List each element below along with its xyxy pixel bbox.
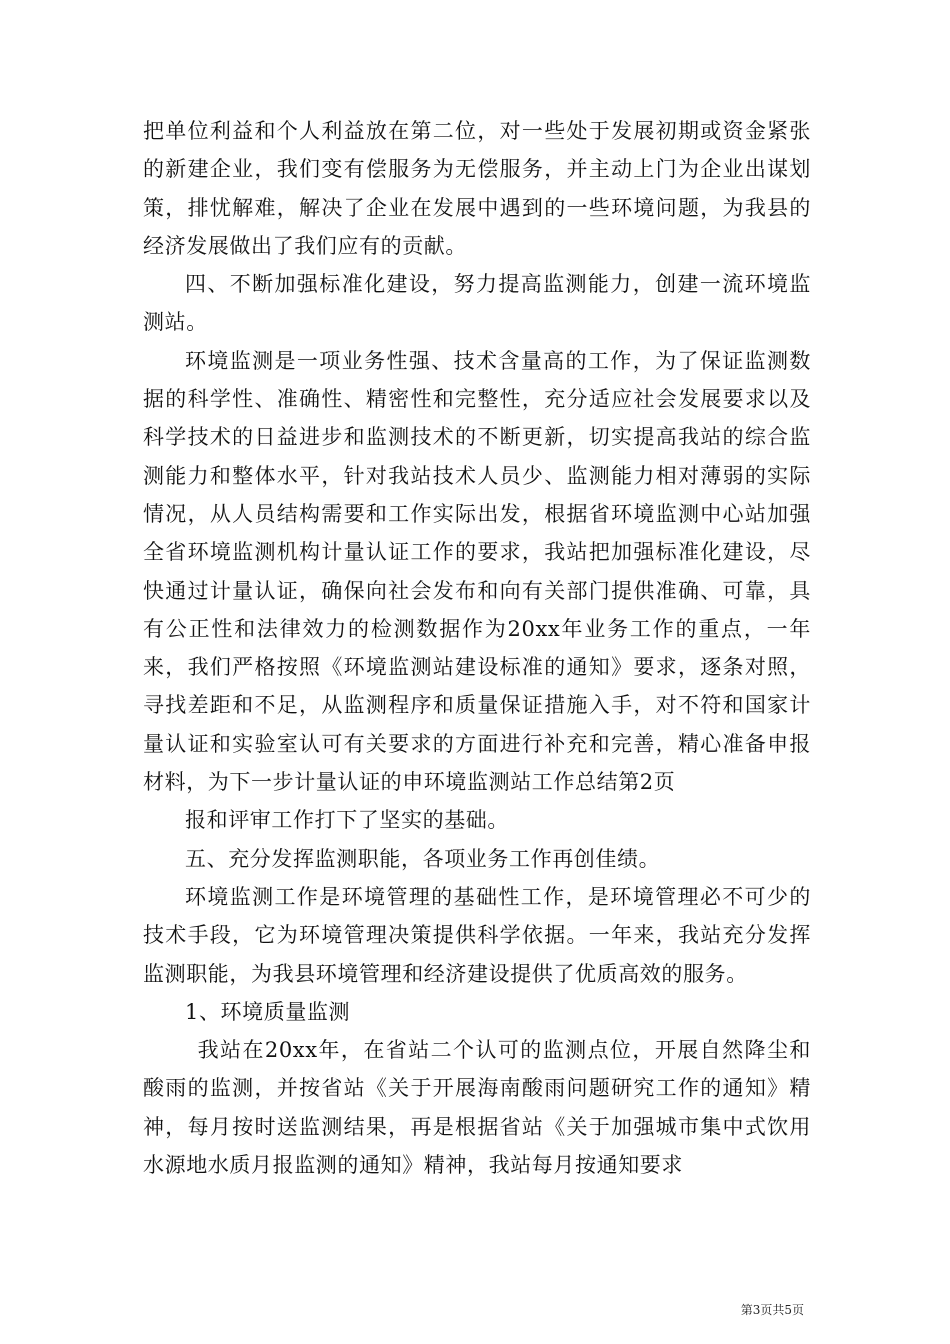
page-number: 第3页共5页 <box>740 1303 804 1317</box>
subheading-environment-quality: 1、环境质量监测 <box>185 999 351 1024</box>
section-heading-five: 五、充分发挥监测职能，各项业务工作再创佳绩。 <box>185 846 661 871</box>
paragraph-monitoring-function: 环境监测工作是环境管理的基础性工作，是环境管理必不可少的技术手段，它为环境管理决策提供科学依据。一年来，我站充分发挥监测职能，为我县环境管理和经济建设提供了优质高效的服务。 <box>143 884 811 986</box>
paragraph-quality-monitoring: 我站在20xx年，在省站二个认可的监测点位，开展自然降尘和酸雨的监测，并按省站《关于开展海南酸雨问题研究工作的通知》精神，每月按时送监测结果，再是根据省站《关于加强城市集中式饮用水源地水质月报监测的通知》精神，我站每月按通知要求 <box>143 1038 811 1178</box>
document-body <box>143 112 811 1184</box>
paragraph-review-foundation: 报和评审工作打下了坚实的基础。 <box>185 808 509 833</box>
paragraph-standardization: 环境监测是一项业务性强、技术含量高的工作，为了保证监测数据的科学性、准确性、精密性和完整性，充分适应社会发展要求以及科学技术的日益进步和监测技术的不断更新，切实提高我站的综合监测能力和整体水平，针对我站技术人员少、监测能力相对薄弱的实际情况，从人员结构需要和工作实际出发，根据省环境监测中心站加强全省环境监测机构计量认证工作的要求，我站把加强标准化建设，尽快通过计量认证，确保向社会发布和向有关部门提供准确、可靠，具有公正性和法律效力的检测数据作为20xx年业务工作的重点，一年来，我们严格按照《环境监测站建设标准的通知》要求，逐条对照，寻找差距和不足，从监测程序和质量保证措施入手，对不符和国家计量认证和实验室认可有关要求的方面进行补充和完善，精心准备申报材料，为下一步计量认证的申环境监测站工作总结第2页 <box>143 348 811 795</box>
section-heading-four: 四、不断加强标准化建设，努力提高监测能力，创建一流环境监测站。 <box>143 272 811 335</box>
paragraph-continuation: 把单位利益和个人利益放在第二位，对一些处于发展初期或资金紧张的新建企业，我们变有偿服务为无偿服务，并主动上门为企业出谋划策，排忧解难，解决了企业在发展中遇到的一些环境问题，为我县的经济发展做出了我们应有的贡献。 <box>143 119 811 258</box>
